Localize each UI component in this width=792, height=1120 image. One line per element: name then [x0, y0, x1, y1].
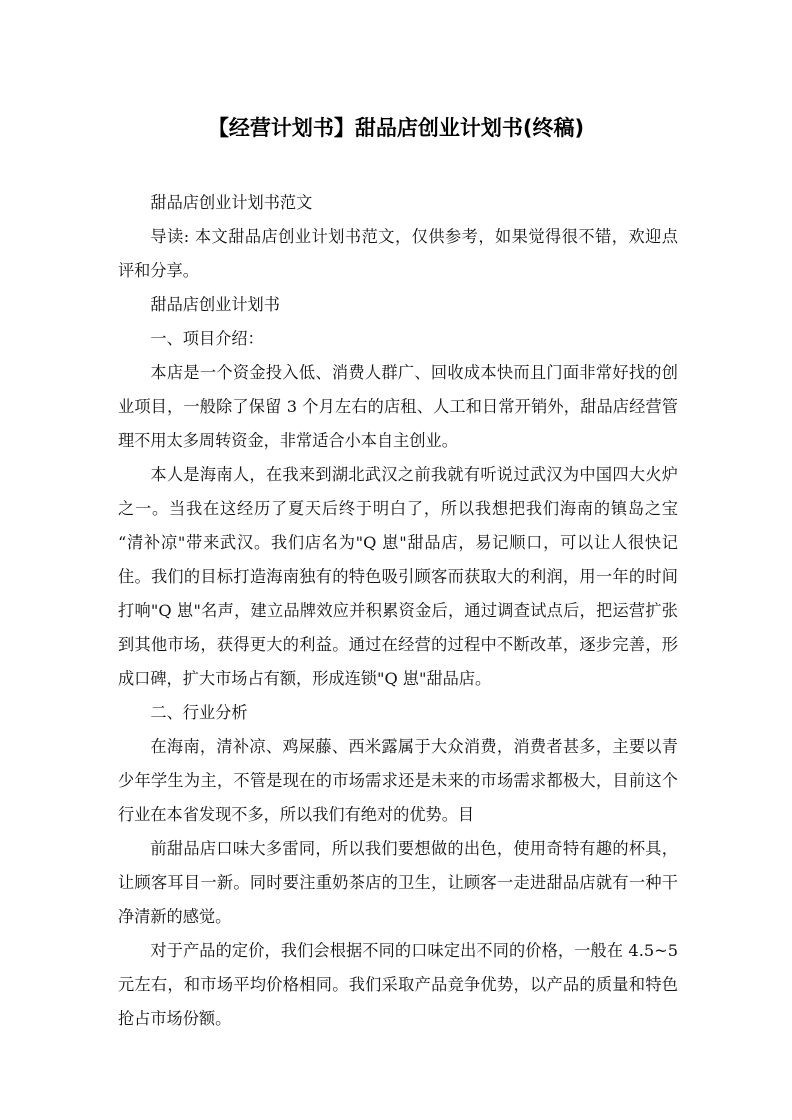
paragraph-intro: 导读: 本文甜品店创业计划书范文，仅供参考，如果觉得很不错，欢迎点评和分享。 [118, 227, 678, 280]
section-heading-project-intro: 一、项目介绍： [150, 329, 264, 348]
document-title: 【经营计划书】甜品店创业计划书(终稿) [207, 116, 585, 140]
paragraph-body: 前甜品店口味大多雷同，所以我们要想做的出色，使用奇特有趣的杯具，让顾客耳目一新。同时要注重奶茶店的卫生，让顾客一走进甜品店就有一种干净清新的感觉。 [118, 839, 678, 926]
section-heading-industry-analysis: 二、行业分析 [150, 703, 248, 722]
paragraph-body: 对于产品的定价，我们会根据不同的口味定出不同的价格，一般在 4.5~5 元左右，和市场平均价格相同。我们采取产品竞争优势，以产品的质量和特色抢占市场份额。 [118, 941, 678, 1028]
paragraph-subtitle: 甜品店创业计划书范文 [150, 193, 313, 212]
paragraph-body: 本人是海南人，在我来到湖北武汉之前我就有听说过武汉为中国四大火炉之一。当我在这经历了夏天后终于明白了，所以我想把我们海南的镇岛之宝 “清补凉"带来武汉。我们店名为"Q 崽"甜品店，易记顺口，可以让人很快记住。我们的目标打造海南独有的特色吸引顾客而获取大的利润，用一年的时间打响"Q 崽"名声，建立品牌效应并积累资金后，通过调查试点后，把运营扩张到其他市场，获得更大的利益。通过在经营的过程中不断改革，逐步完善，形成口碑，扩大市场占有额，形成连锁"Q 崽"甜品店。 [118, 465, 678, 688]
paragraph-body: 本店是一个资金投入低、消费人群广、回收成本快而且门面非常好找的创业项目，一般除了保留 3 个月左右的店租、人工和日常开销外，甜品店经营管理不用太多周转资金，非常适合小本自主创业。 [118, 363, 678, 450]
document-body [118, 186, 678, 1036]
paragraph-body: 在海南，清补凉、鸡屎藤、西米露属于大众消费，消费者甚多，主要以青少年学生为主，不管是现在的市场需求还是未来的市场需求都极大，目前这个行业在本省发现不多，所以我们有绝对的优势。目 [118, 737, 678, 824]
paragraph-heading: 甜品店创业计划书 [150, 295, 280, 314]
